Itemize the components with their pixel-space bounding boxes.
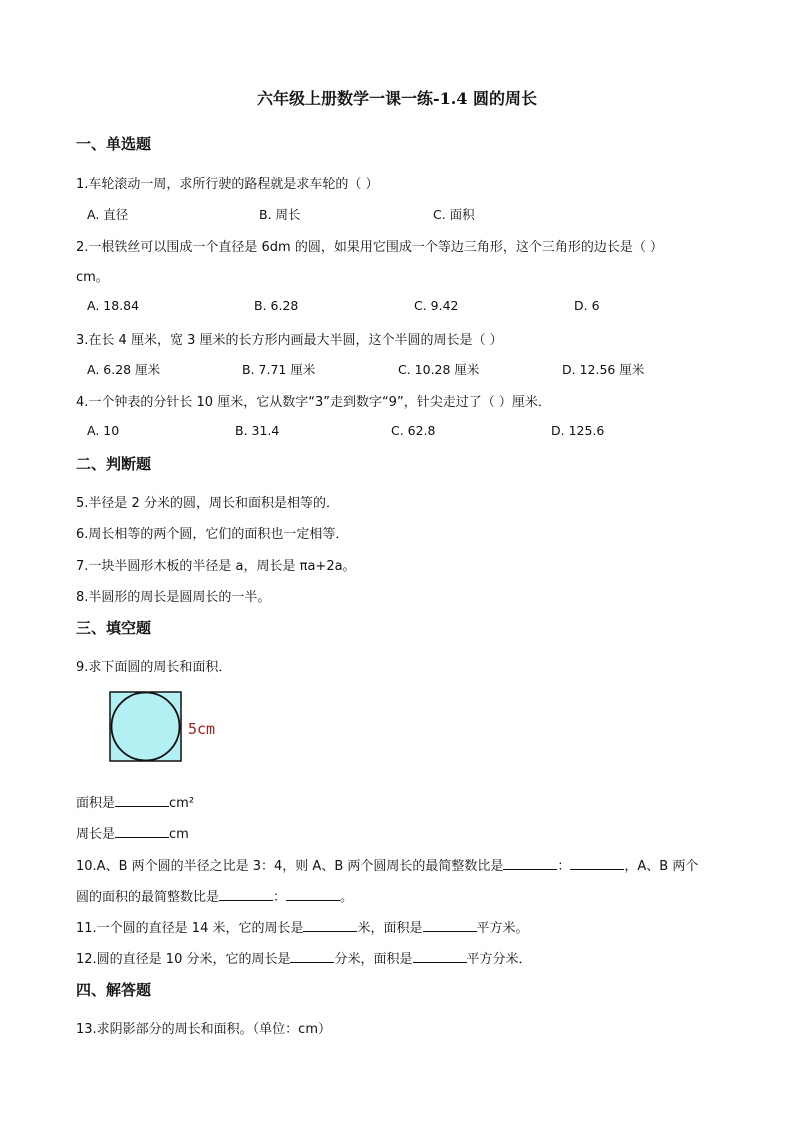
option-b: B. 7.71 厘米 — [242, 362, 316, 377]
option-a: A. 10 — [87, 423, 120, 438]
question-2: 2.一根铁丝可以围成一个直径是 6dm 的圆，如果用它围成一个等边三角形，这个三角形的边长是（ ） — [76, 240, 663, 255]
question-2-continued: cm。 — [76, 270, 109, 285]
question-11 — [76, 917, 529, 936]
question-10-text-cont: ，A、B 两个 — [624, 859, 699, 874]
option-b: B. 周长 — [259, 207, 301, 222]
section-heading-fill-blank: 三、填空题 — [76, 619, 152, 637]
section-heading-solve: 四、解答题 — [76, 981, 152, 999]
answer-blank[interactable] — [503, 857, 557, 870]
question-12-text: 12.圆的直径是 10 分米，它的周长是 — [76, 952, 291, 967]
option-b: B. 6.28 — [254, 298, 299, 313]
question-10 — [76, 855, 698, 874]
option-b: B. 31.4 — [235, 423, 280, 438]
question-12-text-end: 平方分米． — [466, 952, 532, 967]
option-d: D. 125.6 — [551, 423, 605, 438]
option-a: A. 直径 — [87, 207, 129, 222]
answer-blank[interactable] — [570, 857, 624, 870]
question-10-text-line2: 圆的面积的最简整数比是 — [76, 890, 220, 905]
question-10-text: 10.A、B 两个圆的半径之比是 3：4，则 A、B 两个圆周长的最简整数比是 — [76, 859, 504, 874]
area-answer-blank[interactable] — [115, 794, 169, 807]
area-prefix: 面积是 — [76, 796, 116, 811]
question-7: 7.一块半圆形木板的半径是 a，周长是 πa+2a。 — [76, 559, 356, 574]
circle-outline — [112, 693, 180, 761]
question-6: 6.周长相等的两个圆，它们的面积也一定相等． — [76, 527, 349, 542]
option-c: C. 62.8 — [391, 423, 436, 438]
question-11-text-mid: 米，面积是 — [357, 921, 423, 936]
answer-blank[interactable] — [290, 950, 334, 963]
question-3: 3.在长 4 厘米，宽 3 厘米的长方形内画最大半圆，这个半圆的周长是（ ） — [76, 333, 503, 348]
question-4: 4.一个钟表的分针长 10 厘米，它从数字“3”走到数字“9”，针尖走过了（ ）厘米． — [76, 395, 551, 410]
option-a: A. 18.84 — [87, 298, 140, 313]
answer-blank[interactable] — [413, 950, 467, 963]
option-d: D. 12.56 厘米 — [562, 362, 645, 377]
question-9-perimeter — [76, 823, 189, 842]
figure-dimension-label: 5cm — [188, 720, 216, 738]
option-c: C. 10.28 厘米 — [398, 362, 480, 377]
option-c: C. 面积 — [433, 207, 475, 222]
question-9: 9.求下面圆的周长和面积． — [76, 660, 232, 675]
answer-blank[interactable] — [423, 919, 477, 932]
ratio-colon: ： — [557, 859, 571, 874]
question-5: 5.半径是 2 分米的圆，周长和面积是相等的． — [76, 496, 339, 511]
question-8: 8.半圆形的周长是圆周长的一半。 — [76, 590, 271, 605]
question-12-text-mid: 分米，面积是 — [334, 952, 413, 967]
ratio-colon: ： — [273, 890, 287, 905]
period: 。 — [340, 890, 354, 905]
option-a: A. 6.28 厘米 — [87, 362, 161, 377]
question-11-text-end: 平方米。 — [476, 921, 529, 936]
circle-in-square-figure — [109, 691, 183, 763]
perimeter-prefix: 周长是 — [76, 827, 116, 842]
perimeter-unit: cm — [169, 827, 189, 842]
option-c: C. 9.42 — [414, 298, 459, 313]
question-12 — [76, 948, 532, 967]
question-13: 13.求阴影部分的周长和面积。（单位：cm） — [76, 1022, 331, 1037]
page-title: 六年级上册数学一课一练-1.4 圆的周长 — [256, 89, 538, 108]
area-unit: cm² — [169, 796, 195, 811]
answer-blank[interactable] — [286, 888, 340, 901]
option-d: D. 6 — [574, 298, 600, 313]
question-9-area — [76, 792, 194, 811]
section-heading-single-choice: 一、单选题 — [76, 135, 152, 153]
question-10-line-2 — [76, 886, 353, 905]
perimeter-answer-blank[interactable] — [115, 825, 169, 838]
section-heading-true-false: 二、判断题 — [76, 455, 152, 473]
answer-blank[interactable] — [219, 888, 273, 901]
question-11-text: 11.一个圆的直径是 14 米，它的周长是 — [76, 921, 304, 936]
question-1: 1.车轮滚动一周，求所行驶的路程就是求车轮的（ ） — [76, 177, 379, 192]
answer-blank[interactable] — [303, 919, 357, 932]
